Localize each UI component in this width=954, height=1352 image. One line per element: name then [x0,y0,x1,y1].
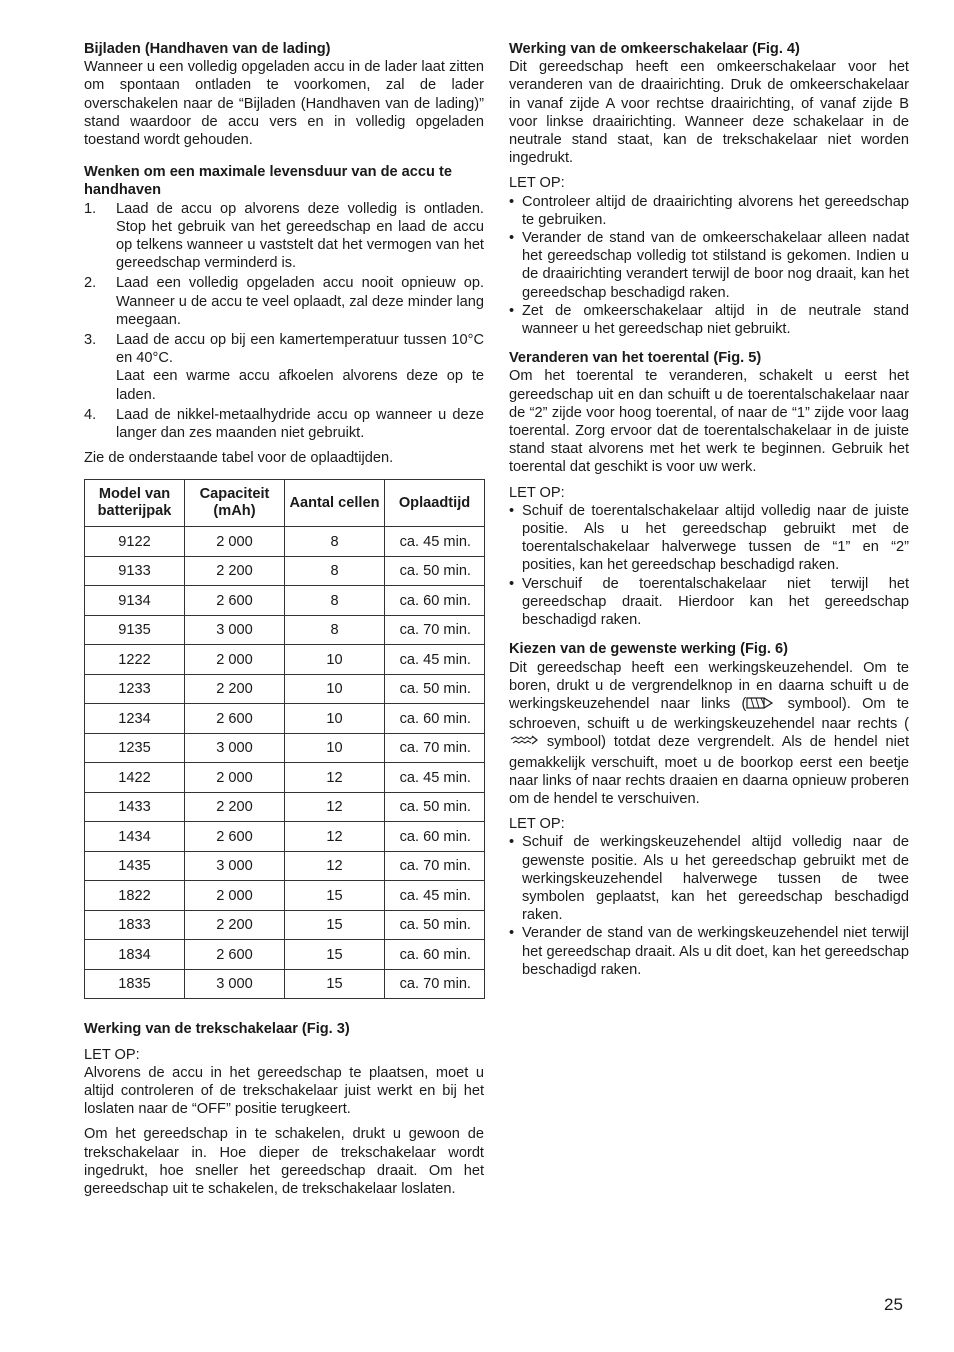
cell-cells: 10 [285,733,385,763]
cell-cells: 10 [285,674,385,704]
cell-capacity: 2 600 [185,586,285,616]
list-text: Laad de nikkel-metaalhydride accu op wanneer u deze langer dan zes maanden niet gebruikt. [116,406,484,442]
cell-capacity: 2 000 [185,527,285,557]
note-label: LET OP: [84,1046,140,1063]
cell-charging-time: ca. 50 min. [385,556,485,586]
cell-model: 1433 [85,792,185,822]
cell-cells: 12 [285,822,385,852]
cell-charging-time: ca. 70 min. [385,969,485,999]
list-item [84,406,484,442]
cell-capacity: 2 200 [185,910,285,940]
cell-model: 9133 [85,556,185,586]
cell-capacity: 3 000 [185,851,285,881]
list-text: Laad een volledig opgeladen accu nooit opnieuw op. Wanneer u de accu te veel oplaadt, zal deze minder lang meegaan. [116,275,484,328]
cell-cells: 12 [285,851,385,881]
cell-capacity: 3 000 [185,615,285,645]
text-part: symbool). Om te schroeven, schuift u de werkingskeuzehendel naar rechts ( [509,695,909,733]
cell-charging-time: ca. 70 min. [385,615,485,645]
cell-model: 1235 [85,733,185,763]
table-row [85,822,485,852]
list-text: Laad de accu op alvorens deze volledig is ontladen. Stop het gebruik van het gereedschap en laad de accu op telkens wanneer u vaststelt dat het vermogen van het gereedschap verminderd is. [116,200,484,272]
cell-capacity: 2 600 [185,940,285,970]
list-item: • Verander de stand van de werkingskeuzehendel niet terwijl het gereedschap draait. Als u dit doet, kan het gereedschap beschadigd raken. [509,924,909,979]
note-label: LET OP: [509,175,565,192]
header-charging-time: Oplaadtijd [385,480,485,527]
section-title-action-mode: Kiezen van de gewenste werking (Fig. 6) [509,641,788,658]
list-item: • Controleer altijd de draairichting alvorens het gereedschap te gebruiken. [509,193,909,229]
right-column [509,40,909,979]
list-item: • Verander de stand van de omkeerschakelaar alleen nadat het gereedschap volledig tot stilstand is gekomen. Indien u de draairichting verandert terwijl de boor nog draait, kan het gereedschap beschadigd raken. [509,229,909,302]
cell-capacity: 2 200 [185,674,285,704]
table-header-row [85,480,485,527]
list-item: • Schuif de werkingskeuzehendel altijd volledig naar de gewenste positie. Als u het gereedschap gebruikt met de werkingskeuzehendel halverwege tussen de twee symbolen geplaatst, kan het gereedschap beschadigd raken. [509,833,909,924]
screw-mode-icon [509,734,539,753]
table-row [85,704,485,734]
list-item [84,274,484,329]
cell-cells: 15 [285,940,385,970]
cell-capacity: 2 000 [185,763,285,793]
cell-capacity: 2 200 [185,556,285,586]
note-label: LET OP: [509,484,565,501]
header-model: Model van batterijpak [85,480,185,527]
cell-model: 1434 [85,822,185,852]
cell-cells: 10 [285,645,385,675]
cell-cells: 8 [285,586,385,616]
section-title-trigger-switch: Werking van de trekschakelaar (Fig. 3) [84,1021,350,1038]
table-row [85,674,485,704]
table-row [85,792,485,822]
list-number: 2. [84,275,97,292]
cell-model: 9122 [85,527,185,557]
section-title-battery-life-tips: Wenken om een maximale levensduur van de accu te handhaven [84,164,452,199]
drill-mode-icon [746,696,776,715]
action-mode-notes-list [509,833,909,979]
cell-cells: 15 [285,881,385,911]
list-number: 1. [84,200,97,217]
table-row [85,615,485,645]
cell-model: 9135 [85,615,185,645]
cell-cells: 15 [285,969,385,999]
cell-cells: 8 [285,527,385,557]
section-text-trigger-switch: Om het gereedschap in te schakelen, drukt u gewoon de trekschakelaar in. Hoe dieper de trekschakelaar wordt ingedrukt, hoe sneller het gereedschap draait. Om het gereedschap uit te schakelen, de trekschakelaar loslaten. [84,1126,484,1198]
cell-charging-time: ca. 45 min. [385,881,485,911]
section-text-trickle-charge: Wanneer u een volledig opgeladen accu in de lader laat zitten om spontaan ontladen te voorkomen, zal de lader overschakelen naar de “Bijladen (Handhaven van de lading)” stand waardoor de accu vers en in volledig opgeladen toestand wordt gehouden. [84,59,484,149]
cell-model: 1422 [85,763,185,793]
list-item: • Verschuif de toerentalschakelaar niet terwijl het gereedschap draait. Hierdoor kan het gereedschap beschadigd raken. [509,575,909,630]
cell-charging-time: ca. 70 min. [385,851,485,881]
header-capacity: Capaciteit (mAh) [185,480,285,527]
note-label: LET OP: [509,816,565,833]
table-row [85,645,485,675]
cell-charging-time: ca. 60 min. [385,704,485,734]
section-title-trickle-charge: Bijladen (Handhaven van de lading) [84,41,331,57]
list-number: 4. [84,406,97,423]
list-text: Laad de accu op bij een kamertemperatuur tussen 10°C en 40°C. [116,332,484,367]
cell-charging-time: ca. 60 min. [385,586,485,616]
battery-tips-list [84,200,484,443]
table-row [85,969,485,999]
cell-charging-time: ca. 50 min. [385,910,485,940]
cell-cells: 8 [285,556,385,586]
cell-charging-time: ca. 45 min. [385,527,485,557]
table-row [85,733,485,763]
table-row [85,940,485,970]
reversing-notes-list [509,193,909,339]
cell-cells: 12 [285,792,385,822]
header-cells: Aantal cellen [285,480,385,527]
cell-cells: 15 [285,910,385,940]
cell-cells: 12 [285,763,385,793]
cell-model: 1835 [85,969,185,999]
table-row [85,586,485,616]
table-row [85,910,485,940]
speed-notes-list [509,502,909,629]
list-subtext: Laat een warme accu afkoelen alvorens deze op te laden. [116,368,484,403]
section-text-action-mode [509,659,909,809]
cell-capacity: 3 000 [185,969,285,999]
cell-model: 1822 [85,881,185,911]
cell-capacity: 2 600 [185,704,285,734]
list-item: • Schuif de toerentalschakelaar altijd volledig naar de juiste positie. Als u het gereedschap gebruikt met de toerentalschakelaar halverwege tussen de “1” en “2” posities, kan het gereedschap beschadigd raken. [509,502,909,575]
section-text-trigger-switch-note: Alvorens de accu in het gereedschap te plaatsen, moet u altijd controleren of de trekschakelaar juist werkt en bij het loslaten naar de “OFF” positie terugkeert. [84,1064,484,1118]
cell-cells: 8 [285,615,385,645]
table-intro: Zie de onderstaande tabel voor de oplaadtijden. [84,450,394,467]
cell-capacity: 2 000 [185,881,285,911]
cell-charging-time: ca. 45 min. [385,763,485,793]
cell-model: 1834 [85,940,185,970]
list-item [84,331,484,404]
cell-model: 1233 [85,674,185,704]
section-title-speed-change: Veranderen van het toerental (Fig. 5) [509,350,762,367]
section-text-reversing-switch: Dit gereedschap heeft een omkeerschakelaar voor het veranderen van de draairichting. Druk de omkeerschakelaar in vanaf zijde A voor rechtse draairichting, of vanaf zijde B voor linkse draairichting. Wanneer deze schakelaar in de neutrale stand staat, kan de trekschakelaar niet worden ingedrukt. [509,59,909,167]
table-row [85,851,485,881]
cell-model: 1435 [85,851,185,881]
cell-capacity: 3 000 [185,733,285,763]
cell-charging-time: ca. 50 min. [385,792,485,822]
cell-model: 9134 [85,586,185,616]
left-column [84,40,484,1198]
cell-charging-time: ca. 45 min. [385,645,485,675]
cell-model: 1234 [85,704,185,734]
section-title-reversing-switch: Werking van de omkeerschakelaar (Fig. 4) [509,41,800,57]
list-item: • Zet de omkeerschakelaar altijd in de neutrale stand wanneer u het gereedschap niet gebruikt. [509,302,909,338]
text-part: symbool) totdat deze vergrendelt. Als de hendel niet gemakkelijk verschuift, moet u de boorkop eerst een beetje naar links of naar rechts draaien en daarna opnieuw proberen om de hendel te verschuiven. [509,734,909,807]
table-row [85,763,485,793]
cell-charging-time: ca. 60 min. [385,822,485,852]
cell-capacity: 2 000 [185,645,285,675]
table-row [85,556,485,586]
cell-capacity: 2 600 [185,822,285,852]
cell-cells: 10 [285,704,385,734]
list-item [84,200,484,273]
cell-model: 1833 [85,910,185,940]
cell-charging-time: ca. 60 min. [385,940,485,970]
list-number: 3. [84,332,97,349]
section-text-speed-change: Om het toerental te veranderen, schakelt u eerst het gereedschap uit en dan schuift u de toerentalschakelaar naar de “2” zijde voor hoog toerental, of naar de “1” zijde voor laag toerental. Zorg ervoor dat de toerentalschakelaar in de juiste stand staat alvorens met het werk te beginnen. Gebruik het toerental dat geschikt is voor uw werk. [509,368,909,476]
cell-charging-time: ca. 50 min. [385,674,485,704]
cell-model: 1222 [85,645,185,675]
table-row [85,527,485,557]
cell-charging-time: ca. 70 min. [385,733,485,763]
cell-capacity: 2 200 [185,792,285,822]
table-row [85,881,485,911]
table-body [85,527,485,999]
page-number: 25 [884,1295,903,1314]
text-part: Dit gereedschap heeft een werkingskeuzehendel. Om te boren, drukt u de vergrendelknop in en daarna schuift u de werkingskeuzehendel naar links ( [509,659,909,712]
charging-time-table [84,479,485,999]
